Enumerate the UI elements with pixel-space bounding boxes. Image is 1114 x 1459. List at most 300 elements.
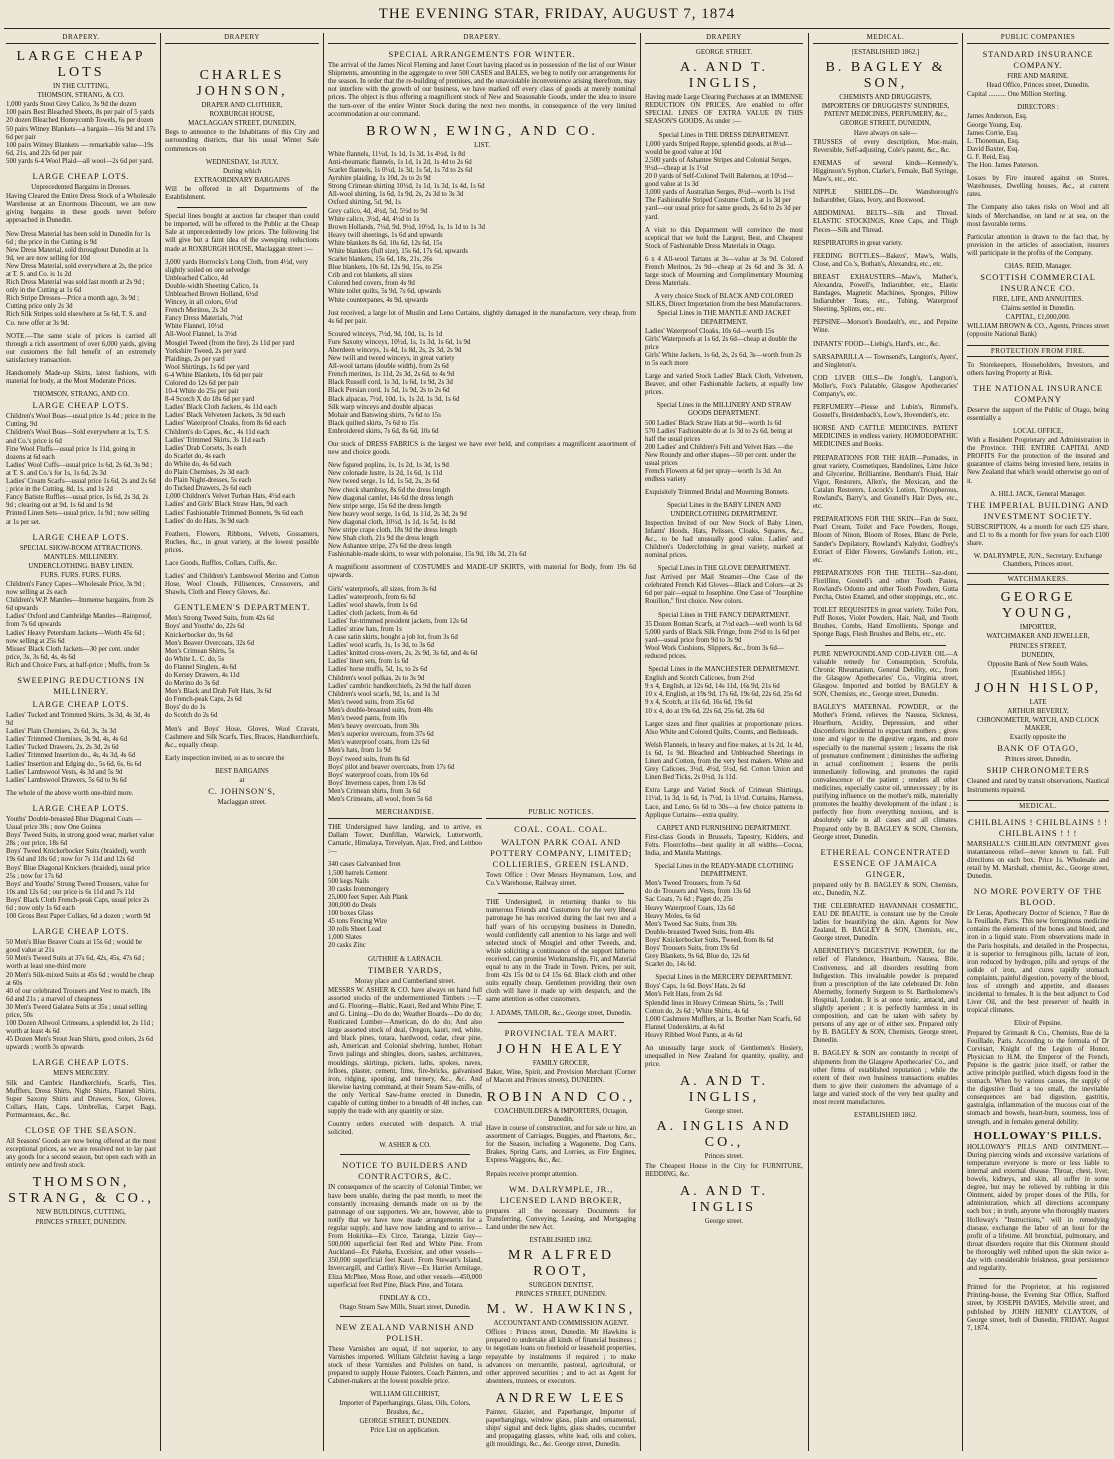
ad-subline: Maclaggan street. [217,799,267,807]
ad-subline: Opposite Bank of New South Wales. [987,660,1089,668]
ad-subline: PRINCES STREET, DUNEDIN. [515,1291,607,1299]
price-line: Men's hats, from 1s 9d [328,747,391,755]
ad-body-text: 6 x 4 All-wool Tartans at 3s—value at 3s 9d. Colored French Merinos, 2s 9d—cheap at 2s 6d and 3s 3d. A large stock of Mourning and Complimentary Mourning Dress Materials. [645,255,803,288]
price-list [645,880,803,969]
price-line: Ladies' Insertion and Edging do., 5s 6d, 6s, 6s 6d [6,760,142,768]
price-line: do White do, 4s 6d each [165,460,232,468]
price-line: 35 Dozen Roman Scarfs, at 7½d each—well worth 1s 6d [645,620,802,628]
price-line: New twill and tweed winceys, in great variety [328,355,455,363]
price-line: Black Russell cord, 1s 3d, 1s 6d, 1s 9d, 2s 3d [328,379,453,387]
price-line: Heavy Waterproof Coats, 12s 6d [645,904,735,912]
price-line: 9 x 4, English, at 12s 6d, 14s 11d, 16s 9d, 21s 6d [645,683,780,691]
price-line: Anti-rheumatic flannels, 1s 1d, 1s 2d, 1s 4d to 2s 6d [328,158,472,166]
public-companies-column [967,33,1109,1451]
price-line: Colored do 12s 6d per pair [165,380,239,387]
ad-subline: LOCAL OFFICE, [1013,428,1063,435]
price-line: Rich Stripe Dresses—Price a month ago, 3s 9d ; Cutting price only 2s 3d [6,295,140,311]
price-line: New heavy wool serge, 1s 6d, 1s 11d, 2s 3d, 2s 9d [328,510,467,518]
advertiser-name: THOMSON, STRANG, & CO., [8,1175,154,1207]
price-line: Ladies' cloth jackets, from 4s 6d [328,609,418,617]
price-line: 100 pairs Best Bleached Sheets, 8s per pair of 5 yards [6,109,155,117]
ad-body-text: Particular attention is drawn to the fact that, by provision in the articles of association, insurers will participate in the profits of the Company. [967,233,1109,257]
ad-subline: [Established 1856.] [1011,669,1065,677]
price-line: New figured poplins, 1s, 1s 2d, 1s 3d, 1s 9d [328,462,449,470]
advertiser-name: A. AND T. INGLIS [680,1183,768,1215]
price-line: Ladies' Trimmed Insertion do., 4s, 4s 3d, 4s 6d [6,752,136,760]
ad-body-text: To Storekeepers, Householders, Investors, and others having Property at Risk. [967,361,1109,377]
price-line: do French-peak Caps, 2s 6d [165,696,242,704]
ad-separator [340,1316,470,1317]
ad-headline: LARGE CHEAP LOTS. [32,926,130,937]
price-line: Children's Wool Boas—Sold everywhere at 1s, T. S. and Co.'s price is 6d [6,429,150,445]
price-list [6,581,156,670]
price-line: Girls' waterproofs, all sizes, from 3s 6d [328,585,437,593]
section-heading: PROTECTION FROM FIRE. [967,345,1109,357]
ad-subline: GEORGE STREET, DUNEDIN, [840,120,931,128]
price-line: Grey Blankets, 9s 6d, Blue do, 12s 6d [645,953,750,961]
price-line: Men's tweed pants, from 10s [328,715,408,723]
price-list [6,101,156,166]
price-line: Ladies' Drab Corsets, 3s each [165,444,247,452]
price-line: Ladies' Waterproof Cloaks, from 8s 6d each [165,420,286,428]
price-line: Men's heavy overcoats, from 30s [328,723,419,731]
ad-body-text: Just Arrived per Mail Steamer—One Case of the celebrated French Kid Gloves—Black and Colors—at 2s 6d per pair—equal to Josephine. One Case of "Josephine Rouillon," first choice. New colors. [645,574,803,606]
price-line: Boys' waterproof coats, from 10s 6d [328,771,428,779]
price-line: Ladies' Tucked Drawers, 2s, 2s 3d, 2s 6d [6,744,119,752]
price-line: Fure Saxony winceys, 10½d, 1s, 1s 3d, 1s 6d, 1s 9d [328,338,471,346]
ad-body-text: Lace Goods, Ruffles, Collars, Cuffs, &c. [165,559,278,567]
ad-subline: ACCOUNTANT AND COMMISSION AGENT. [493,1320,629,1328]
ad-body-text: PREPARATIONS FOR THE SKIN—Fan de Suez, Pearl Cream, Toilet and Face Powders, Rouge, Bloom of Ninon, Bloom of Roses, Blanc de Perle, Sander's Depilatory, Rowland's Kalydor, Godfrey's Extract of Elder Flowers, Gowland's Lotion, etc., etc. [813,516,958,564]
ad-subline: W. DALRYMPLE, JUN., Secretary. Exchange Chambers, Princes street. [973,553,1103,569]
price-line: Ladies' Tucked and Trimmed Skirts, 3s 3d, 4s 3d, 4s 9d [6,712,151,728]
price-line: Unbleached Calico, 4d [165,274,228,282]
price-line: Men's Beaver Overcoats, 32s 6d [165,639,255,647]
price-line: French merinos, 1s 11d, 2s 3d, 2s 6d, to 4s 9d [328,371,455,379]
price-line: Black alpacas, 7½d, 10d, 1s, 1s 2d, 1s 3d, 1s 6d [328,395,460,403]
price-list [6,712,156,785]
price-line: 2,500 yards of Ashantee Stripes and Colonial Serges, 9½d—cheap at 1s 1½d [645,156,792,172]
price-line: 1,000 Cashmere Mufflers, at 1s. Brother Nam Scarfs, 6d [645,1015,801,1023]
ad-subline: FIRE, LIFE, AND ANNUITIES. [992,296,1084,304]
ad-subline: FIRE AND MARINE. [1007,73,1069,81]
ad-headline: GENTLEMEN'S DEPARTMENT. [173,602,311,613]
price-line: Ladies' wool shawls, from 1s 6d [328,601,417,609]
advertiser-name: A. AND T. INGLIS, [680,60,768,92]
ad-body-text: Country orders executed with despatch. A trial solicited. [328,1121,482,1137]
ad-subline: COACHBUILDERS & IMPORTERS, Octagon, Dunedin, [494,1107,628,1123]
ad-subline: LIST. [474,141,490,149]
price-line: Ladies' knitted cross-overs, 2s, 2s 9d, 3s 6d, and 4s 6d [328,650,478,658]
ad-body-text: Printed for the Proprietor, at his registered Printing-house, the Evening Star Office, Stafford street, by JOSEPH DAVIES, Melville street, and published by JOHN HENRY CLAYTON, of George street, both of Dunedin, FRIDAY, August 7, 1874. [967,1284,1109,1332]
price-line: New stripe crape cloth, 18s 9d the dress length [328,526,457,534]
price-line: 9 x 4, Scotch, at 11s 6d, 16s 6d, 19s 6d [645,699,753,707]
price-line: Ladies' and Girls' Black Straw Hats, 9d each [165,501,288,509]
price-line: Men's superior overcoats, from 37s 6d [328,731,434,739]
ad-headline: SHIP CHRONOMETERS [986,765,1090,776]
ad-subline: SURGEON DENTIST, [528,1282,594,1289]
drapery-column-1 [6,33,156,1451]
price-list [328,586,636,803]
price-line: New tweed serge, 1s 1d, 1s 5d, 2s, 2s 6d [328,478,440,486]
drapery-column-4 [645,33,803,1451]
ad-body-text: PREPARATIONS FOR THE TEETH—Saz-dont, Florilline, Gosnell's and other Tooth Pastes, Rowland's Odonto and other Tooth Powders, Gutta Percha, Osteo Enamel, and other stoppings, etc., etc. [813,569,958,602]
price-line: Ladies' do do Hats, 3s 9d each [165,517,249,525]
ad-subline: FURS. FURS. FURS. FURS. [40,571,122,579]
price-line: Mosgiel Tweed (from the fire), 2s 11d per yard [165,339,295,347]
ad-headline: LARGE CHEAP LOTS. [32,531,130,542]
ad-body-text: Early inspection invited, so as to secure the [165,754,285,762]
price-line: New diagonal camlet, 14s 6d the dress length [328,494,454,502]
ad-headline: THE NATIONAL INSURANCE COMPANY [973,382,1103,404]
ad-subline: PRINCES STREET, DUNEDIN. [35,1218,127,1226]
price-line: Silk warp winceys and double alpacas [328,403,434,411]
ad-body-text: Just received, a large lot of Muslin and Leno Curtains, slightly damaged in the manufacture, very cheap, from 4s 6d per pair. [328,309,636,325]
price-line: Strong Crimean shirting 10½d, 1s 1d, 1s 3d, 1s 4d, 1s 6d [328,183,485,191]
price-line: Men's Crimean shirts, from 3s 6d [328,787,420,795]
price-line: Children's W.P. Mantles—Immense bargains, from 2s 6d upwards [6,597,154,613]
ad-body-text: prepared only by B. BAGLEY & SON, Chemists, etc., Dunedin, N.Z. [813,881,958,897]
price-line: Children's wool scarfs, 9d, 1s, and 1s 3d [328,690,440,698]
spacer [165,49,319,65]
price-line: 1,000 yards Striped Reppe, splendid goods, at 8½d—would be good value at 10d [645,140,793,156]
ad-body-text: PURE NEWFOUNDLAND COD-LIVER OIL—A valuable remedy for Consumption, Scrofula, Chronic Rheumatism, General Debility, etc., from the Glasgow Apothecaries' Co., Virginia street, Glasgow. Imported and bottled by BAGLEY & SON, Chemists, etc., George street, Dunedin. [813,650,958,698]
ad-subline: A. HILL JACK, General Manager. [990,490,1086,498]
ad-body-text: Having made Large Clearing Purchases at an IMMENSE REDUCTION ON PRICES, Are enabled to offer SPECIAL LINES OF EXTRA VALUE IN THIS SEASON'S GOODS, As under :— [645,94,803,126]
price-line: Wool Work Cushions, Slippers, &c., from 3s 6d—reduced prices. [645,644,784,660]
ad-subline: Special Lines in THE DRESS DEPARTMENT. [658,131,790,139]
ad-headline: LARGE CHEAP LOTS. [32,699,130,709]
price-line: 20 Men's Silk-mixed Suits at 45s 6d ; would be cheap at 60s [6,971,155,987]
ad-subline: IMPORTER, [1019,624,1057,632]
ad-subline: GEORGE STREET, DUNEDIN. [359,1417,451,1425]
price-line: All-Wool Flannel, 1s 3½d [165,331,237,339]
price-list [6,413,156,526]
column-heading: MERCHANDISE. [328,808,482,819]
ad-subline: IN THE CUTTING, [53,83,109,91]
price-line: 1,500 barrels Cement [328,869,388,877]
column-heading: DRAPERY [165,33,319,44]
advertiser-name: A. AND T. INGLIS, [680,1074,768,1106]
masthead-rule [4,28,1110,29]
ad-headline: SPECIAL ARRANGEMENTS FOR WINTER. [388,49,576,60]
merchandise-column [328,808,482,1453]
ad-body-text: THE CELEBRATED HAVANNAH COSMETIC, EAU DE BEAUTE, is constant use by the Creole ladies for beautifying the skin. Agents for New Zealand, B. BAGLEY & SON, Chemists, etc., George street, Dunedin. [813,902,958,943]
ad-subline: WATCHMAKER AND JEWELLER, [986,633,1090,641]
column-rule [323,33,324,1451]
price-line: Aberdeen winceys, 1s 4d, 1s 8d, 2s, 2s 3d, 2s 9d [328,347,462,354]
price-line: 500 kegs Nails [328,877,369,885]
price-line: Men's Crimeans, all wool, from 5s 6d [328,795,432,803]
price-line: Black quilted skirts, 7s 6d to 15s [328,419,419,427]
ad-body-text: ABERNETHY'S DIGESTIVE POWDER, for the relief of Flatulence, Heartburn, Nausea, Bile, Costiveness, and all disorders resulting from Indigestion. This invaluable powder is prepared from a prescription of the late celebrated Dr. John Abernethy, formerly Surgeon to St. Bartholomew's Hospital, London. It is at once tonic, antacid, and slightly aperient ; it is perfectly harmless in its composition, and can be taken with safety by persons of any age or of either sex. Prepared only by B. BAGLEY & SON, Chemists, George street, Dunedin. [813,948,958,1045]
ad-subline: Special Lines in the BABY LINEN AND UNDERCLOTHING DEPARTMENT. [667,502,781,518]
price-list [645,621,803,661]
price-line: Children's do Capes, &c., 4s 11d each [165,428,270,436]
price-line: Boys' and Youths' Strong Tweed Trousers, value for 10s and 12s 6d ; our price is 6s 11d and 7s 11d [6,880,149,896]
price-line: Ladies' cambric handkerchiefs, 2s 9d the half dozen [328,682,471,690]
price-line: 500 yards 6-4 Wool Plaid—all wool—2s 6d per yard. [6,157,154,165]
ad-body-text: HORSE AND CATTLE MEDICINES. PATENT MEDICINES in endless variety. HOMOEOPATHIC MEDICINES and Books. [813,425,958,449]
price-line: Boys' Tweed Suits, in strong good wear, market value 28s ; our price, 18s 6d [6,832,155,848]
price-line: Colored bed covers, from 4s 9d [328,280,415,288]
column-heading: MEDICAL. [813,33,958,44]
price-line: L. Thoneman, Esq. [967,137,1020,145]
advertiser-name: ANDREW LEES [495,1390,627,1406]
ad-subline: Otago Steam Saw Mills, Stuart street, Dunedin. [339,1303,471,1311]
ad-body-text: Welsh Flannels, in heavy and fine makes, at 1s 2d, 1s 4d, 1s 6d, 1s 9d. Bleached and Unbleached Sheetings in Linen and Cotton, from the very best makers. White and Grey Calicoes, 3½d, 4½d, 5½d, 6d. Cotton Union and Linen Bed Ticks, 2s 0½d, 1s 11d. [645,741,803,782]
ad-subline: GUTHRIE & LARNACH. [367,955,443,963]
price-line: All-wool tartans (double width), from 2s 6d [328,363,449,371]
ad-headline: SWEEPING REDUCTIONS IN MILLINERY. [17,675,145,696]
ad-body-text: Silk and Cambric Handkerchiefs, Scarfs, Ties, Mufflers, Dress Shirts, Night Shirts, Flannel Shirts, Super Saxony Shirts and Drawers, Sox, Gloves, Collars, Hats, Caps, Umbrellas, Carpet Bags, Portmanteaus, &c., &c. [6,1079,156,1119]
ad-subline: Special Lines in THE GLOVE DEPARTMENT. [657,565,791,573]
price-line: 1,000 Children's Velvet Turban Hats, 4½d each [165,493,295,501]
price-line: White blankets (full size), 15s 6d, 17s 6d, upwards [328,247,468,255]
advertiser-name: A. INGLIS AND CO., [656,1119,792,1151]
price-line: All-wool shirting, 1s 6d, 1s 9d, 2s, 2s 3d to 3s 3d [328,191,464,199]
ad-body-text: Exquisitely Trimmed Bridal and Mourning Bonnets. [645,489,790,497]
price-line: Girls' White Jackets, 1s 6d, 2s, 2s 6d, 3s—worth from 2s to 5s each more [645,351,802,367]
price-list [165,615,319,720]
price-line: Ladies' Heavy Petersham Jackets—Worth 45s 6d ; now selling at 25s 6d [6,629,145,645]
price-line: Men's Tweed Trousers, from 7s 6d [645,880,741,888]
price-line: 40 of our celebrated Trousers and Vest to match, 18s 6d and 21s ; a marvel of cheapness [6,987,151,1003]
ad-body-text: PEPSINE—Morson's Boudault's, etc., and Pepsine Wine. [813,319,958,335]
price-line: do Kersey Drawers, 4s 11d [165,672,240,679]
price-list [645,420,803,485]
price-line: Flannel Underskirts, at 4s 6d [645,1023,725,1031]
price-line: Plaidings, 2s per yard [165,355,225,363]
price-line: Grey calico, 4d, 4½d, 5d, 5½d to 9d [328,207,428,215]
price-line: Brown Hollands, 7½d, 9d, 9½d, 10½d, 1s, 1s 1d to 1s 3d [328,223,485,231]
ad-subline: MANTLES. MILLINERY. [43,553,119,561]
ad-body-text: A visit to this Department will convince the most sceptical that we hold the Largest, Best, and Cheapest Stock of Fashionable Dress Materials in Otago. [645,226,803,250]
ad-headline: TIMBER YARDS, [367,964,443,975]
price-line: Men's waterproof coats, from 12s 6d [328,739,430,747]
ad-headline: BANK OF OTAGO, [997,743,1079,754]
ad-subline: SPECIAL SHOW-ROOM ATTRACTIONS. [19,544,143,552]
ad-body-text: These Varnishes are equal, if not superior, to any Varnishes imported. William Gilchrist having a large stock of these Varnishes and Polishes on hand, is prepared to supply House Painters, Coach Painters, and Cabinet-makers at the lowest possible price. [328,1345,482,1386]
ad-subline: CHAS. REID, Manager. [1004,262,1072,270]
price-line: Men's double-breasted suits, from 48s [328,706,433,714]
price-list [328,151,636,305]
price-line: Ladies' Cream Scarfs—usual price 1s 6d, 2s and 2s 6d ; price in the Cutting, 8d, 1s, and 1s 2d [6,478,156,494]
ad-headline: WALTON PARK COAL AND POTTERY COMPANY, LIMITED; COLLIERIES, GREEN ISLAND. [490,837,632,870]
ad-subline: Exactly opposite the [1009,734,1067,742]
price-line: Printed Linen Sets—usual price, 1s 9d ; now selling at 1s per set. [6,510,150,526]
drapery-column-3 [328,33,636,803]
price-line: do Plain Night-dresses, 5s each [165,477,252,485]
ad-body-text: Town Office : Over Messrs Heymanson, Low, and Co.'s Warehouse, Railway street. [486,872,636,888]
advertiser-name: M. W. HAWKINS, [486,1302,636,1318]
ad-body-text: ABDOMINAL BELTS—Silk and Thread. ELASTIC STOCKINGS, Knee Caps, and Thigh Pieces—Silk and Thread. [813,210,958,234]
ad-subline: CHEMISTS AND DRUGGISTS, [839,94,932,102]
price-line: White Flannel, 10½d [165,323,224,331]
price-line: Oxford shirting, 5d, 9d, 1s [328,199,401,207]
ad-body-text: COD LIVER OILS—De Jongh's, Langton's, Moller's, Fox's Palatable, Glasgow Apothecaries' Company's, etc. [813,374,958,398]
ad-body-text: Deserve the support of the Public of Otago, being essentially a [967,406,1109,422]
ad-subline: CAPITAL, £1,000,000. [1005,314,1071,322]
price-line: Double-breasted Tweed Suits, from 40s [645,928,755,936]
ad-subline: W. ASHER & CO. [379,1142,431,1150]
ad-body-text: An unusually large stock of Gentlemen's Hosiery, unequalled in New Zealand for quantity, quality, and price. [645,1045,803,1069]
ad-headline: HOLLOWAY'S PILLS. [973,1129,1103,1142]
ad-headline: ETHEREAL CONCENTRATED ESSENCE OF JAMAICA GINGER, [820,846,951,879]
ad-body-text: Painter, Glazier, and Paperhanger, Importer of paperhangings, window glass, plain and ornamental, ships' signal and deck lights, glass shades, cucumber and propagating glasses, white lead, oils and colors, gilt mouldings, &c., &c. George street, Dunedin. [486,1408,636,1449]
price-line: Ladies' horse muffs, 5d, 1s, to 2s 6d [328,666,428,674]
ad-body-text: Offices : Princes street, Dunedin. Mr Hawkins is prepared to undertake all kinds of financial business ; to negotiate loans on freehold or leasehold properties, repayable by instalments if required ; to make advances on mercantile, pastoral, agricultural, or other approved securities ; and to act as Agent for absentees, trustees, or executors. [486,1329,636,1385]
price-line: The Hon. James Paterson. [967,162,1039,170]
ad-body-text: TOILET REQUISITES in great variety. Toilet Pots, Puff Boxes, Violet Powders, Hair, Nail, and Tooth Brushes, Combs, Hand Emollients, Sponge and Sponge Bags, Flesh Brushes and Belts, etc., etc. [813,607,958,639]
price-line: Youths' Double-breasted Blue Diagonal Coats —Usual price 30s ; now One Guinea [6,815,142,832]
price-list [645,675,803,715]
ad-subline: Special Lines in THE FANCY DEPARTMENT. [658,611,790,619]
price-line: Children's Wool Boas—usual price 1s 4d ; price in the Cutting, 9d [6,413,156,429]
price-line: Ladies' wool scarfs, 1s, 1s 3d, to 3s 6d [328,642,434,650]
ad-body-text: Will be offered in all Departments of the Establishment. [165,185,319,202]
ad-body-text: Larger sizes and finer qualities at proportionate prices. Also White and Colored Quilts, Counts, and Bedsteads. [645,720,803,736]
ad-subline: MACLAGGAN STREET, DUNEDIN, [188,120,296,128]
price-line: 50 pairs Witney Blankets—a bargain—16s 9d and 17s 6d per pair [6,125,156,141]
ad-body-text: RESPIRATORS in great variety. [813,239,903,247]
ad-subline: Princes street, Dunedin, [1005,756,1071,764]
advertiser-name: GEORGE YOUNG, [1000,590,1076,622]
ad-body-text: HOLLOWAY'S PILLS AND OINTMENT.—During piercing winds and excessive variations of temperature everyone is more or less liable to internal and external disease. Throat, chest, liver, bowels, kidneys, and skin, all suffer in some degree, but may be relieved by rubbing in this Ointment, aided by proper doses of the Pills, for administration, which all directions accompany each box ; in truth, anyone who thoroughly masters Holloway's "Instructions," will in remedying disease, exchange the labor of an hour for the profit of a lifetime. All bronchial, pulmonary, and throat disorders require that this Ointment should be thoroughly well rubbed upon the skin twice a-day with considerable briskness, great persistence and regularity. [967,1143,1109,1273]
column-heading: DRAPERY. [328,33,636,44]
price-line: 20 0 yards of Self-Colored Twill Balernos, at 10½d—good value at 1s 3d [645,173,794,189]
ad-subline: Have always on sale— [853,129,918,137]
ad-body-text: MESSRS W. ASHER & CO. have always on hand full assorted stocks of the undermentioned Timbers :—T. and G. Flooring—Baltic, Kauri, Red and White Pine; T. and G. Lining—Do do do; Weather Boards—Do do do; Rusticated Lumber—American, do do do; And also large assorted stock of deal, Oregon, kauri, red, white, and black pines, totara, hardwood, cedar, clear pine, ash, American and Colonial shelving, lumber, Hobart Town palings and shingles, doors, sashes, architraves, mouldings, skirtings, pickets, laths, spokes, naves, felloes, plaster, cement, lime, fire-bricks, galvanised iron, ridging, spouting, and turnery, &c., &c. And likewise having command, at their Steam Saw-mills, of the only Vertical Saw-frame erected in Dunedin, capable of cutting timber to a breadth of 48 inches, can supply the trade with any quantity or size. [328,986,482,1116]
price-line: Rich Silk Stripes sold elsewhere at 5s 6d, T. S. and Co. now offer at 3s 9d. [6,311,147,327]
ad-headline: CHILBLAINS ! CHILBLAINS ! ! CHILBLAINS ! ! ! [968,816,1108,838]
ad-separator [498,893,624,894]
column-heading: PUBLIC NOTICES. [486,808,636,819]
price-line: do Scotch do 2s 6d [165,712,218,720]
price-line: 6-4 White Blankets, 10s 6d per pair [165,371,264,379]
price-line: Ladies' Lambswool Vests, 4s 3d and 5s 9d [6,768,123,776]
price-line: Boys' pilot and beaver overcoats, from 17s 6d [328,763,455,771]
price-line: G. F. Reid, Esq. [967,153,1011,161]
price-list [328,331,636,436]
price-line: Unbleached Brown Holland, 6½d [165,290,258,298]
column-rule [808,33,809,1451]
price-line: Ladies' Trimmed Skirts, 3s 11d each [165,436,266,444]
price-line: 3,000 yards of Australian Serges, 8½d—worth 1s 1½d [645,189,795,197]
price-line: Rich and Choice Furs, at half-price ; Muffs, from 5s [6,661,150,669]
ad-subline: GEORGE STREET. [695,49,753,57]
price-line: Heavy twill sheetings, 1s 6d and upwards [328,231,443,239]
price-line: Boys' Inverness capes, from 13s 6d [328,779,426,787]
ad-headline: NOTICE TO BUILDERS AND CONTRACTORS, &C. [342,1160,468,1182]
ad-headline: LARGE CHEAP LOTS. [32,802,130,813]
ad-separator [177,207,307,208]
advertiser-name: ROBIN AND CO., [486,1089,636,1105]
price-line: 30 rolls Sheet Lead [328,926,382,934]
ad-subline: Special Lines in the MILLINERY AND STRAW GOODS DEPARTMENT. [656,402,792,418]
price-line: The Fashionable Striped Costume Cloth, at 1s 3d per yard—our usual price for same goods, 2s 6d to 2s 3d per yard. [645,197,802,221]
ad-body-text: Ladies' and Children's Lambswool Merino and Cotton Hose, Wool Clouds, Fillisences, Crossovers, and Shawls, Cloth and Fleecy Gloves, &c. [165,573,319,597]
price-line: James Corrie, Esq. [967,129,1019,137]
medical-column [813,33,958,1451]
price-line: Children's Fancy Capes—Wholesale Price, 3s 9d ; now selling at 2s each [6,580,145,597]
price-line: 100 boxes Glass [328,910,374,918]
ad-body-text: WILLIAM BROWN & CO., Agents, Princes street (opposite National Bank) [967,323,1109,339]
price-line: Ladies' waterproofs, from 6s 6d [328,593,416,601]
ad-subline: THOMSON, STRANG, AND CO. [32,391,130,399]
price-line: 8-4 Scotch X do 18s 6d per yard [165,396,255,404]
price-line: George Young, Esq. [967,121,1023,129]
ad-subline: ROXBURGH HOUSE, [209,111,275,119]
price-line: Boys' tweed suits, from 8s 6d [328,755,410,763]
price-line: Ladies' Black Velveteen Jackets, 3s 9d each [165,412,286,420]
price-line: Wool Shirtings, 1s 6d per yard [165,363,250,371]
ad-body-text: Prepared by Grimault & Co., Chemists, Rue de la Feuillade, Paris. According to the formula of Dr Corvisart, Knight of the Legion of Honor, Physician to H.M. the Emperor of the French, Pepsine is the gastric juice itself, or rather the active principle purified, which digests food in the stomach. When by various causes, the supply of the digestive fluid a too small, the inevitable consequences are bad digestion, gastritis, gastralgia, inflammation of the mucous coat of the stomach and bowels, heart-burn, sourness, loss of strength, and in females general debility. [967,1029,1109,1126]
ad-separator [340,1154,470,1155]
price-line: Double-width Sheeting Calico, 1s [165,282,259,290]
price-list [328,861,482,950]
price-line: Wincey, in all colors, 6½d [165,299,238,307]
price-line: French Merinos, 2s 3d [165,307,228,315]
price-line: Heavy Ribbed Wool Pants, at 4s 6d [645,1031,743,1039]
ad-headline: LARGE CHEAP LOTS. [32,400,130,411]
ad-subline: LATE [1029,698,1047,706]
section-heading: MEDICAL. [967,800,1109,812]
ad-subline: WEDNESDAY, 1st JULY, [205,158,279,166]
ad-headline: SCOTTISH COMMERCIAL INSURANCE CO. [980,272,1096,294]
ad-body-text: Dr Leras, Apothecary Doctor of Science, 7 Rue de la Feuillade, Paris. This new ferruginous medicine contains the elements of the bones and blood, and iron in a liquid state. From observations made in the Paris hospitals, and detailed in the Prospectus, it is superior to ferruginous pills, lactate of iron, iron reduced by hydrogen, pills and syrups of the iodide of iron, and cures rapidly stomach complaints, painful digestion, poverty of the blood, loss of strength and appetite, and diseases incidental to females. It is the best adjunct to Cod Liver Oil, and the best preserver of health in tropical climates. [967,910,1109,1015]
price-line: White calico, 3½d, 4d, 4½d to 1s [328,215,420,223]
price-list [6,816,156,921]
column-rule [640,33,641,1451]
price-line: Ladies' Oxford and Cambridge Mantles—Rainproof, from 7s 6d upwards [6,613,152,629]
ad-body-text: The Company also takes risks on Wool and all kinds of Merchandise, on land or at sea, on the most favorable terms. [967,204,1109,228]
column-rule [160,33,161,1451]
price-line: Blue blankets, 10s 6d, 12s 9d, 15s, to 25s [328,264,443,272]
price-line: James Anderson, Esq. [967,113,1028,121]
price-list [645,328,803,368]
ad-separator [825,645,946,646]
price-line: Men's Tweed Sac Suits, from 30s [645,920,737,928]
ad-subline: J. ADAMS, TAILOR, &c., George street, Dunedin. [490,1009,632,1017]
ad-subline: Special Lines in THE MANTLE AND JACKET DEPARTMENT. [657,310,791,326]
ad-headline: THE IMPERIAL BUILDING AND INVESTMENT SOCIETY. [967,499,1109,521]
price-line: White flannels, 11½d, 1s 1d, 1s 3d, 1s 4½d, 1s 8d [328,150,465,158]
ad-subline: Unprecedented Bargains in Dresses. [31,184,131,192]
ad-body-text: Men's and Boys' Hose, Gloves, Wool Cravats, Cashmere and Silk Scarfs, Ties, Braces, Handkerchiefs, &c., equally cheap. [165,725,319,749]
price-line: Ladies' fur-trimmed president jackets, from 12s 6d [328,617,468,625]
masthead: THE EVENING STAR, FRIDAY, AUGUST 7, 1874 [378,6,736,22]
price-line: White toilet quilts, 5s 9d, 7s 6d, upwards [328,288,441,296]
ad-body-text: Losses by Fire insured against on Stores, Warehouses, Dwelling houses, &c., at current rates. [967,175,1109,199]
price-list [967,113,1109,170]
price-line: 100 pairs Witney Blankets — remarkable value—19s 6d, 21s, and 22s 6d per pair [6,141,154,157]
price-line: 3,000 yards Horrocks's Long Cloth, from 4½d, very slightly soiled on one selvedge [165,258,309,274]
price-line: Ladies' Lambswool Drawers, 5s 6d to 9s 6d [6,776,127,784]
price-line: 50 Men's Blue Beaver Coats at 15s 6d ; would be good value at 21s [6,939,142,955]
price-line: Boys' Black Cloth French-peak Caps, usual price 2s 6d ; now only 1s 6d each [6,896,150,912]
price-line: 500 Ladies' Black Straw Hats at 9d—worth 1s 6d [645,419,782,427]
price-line: Boys' do do 1s [165,704,206,712]
price-line: White blankets 8s 6d, 10s 6d, 12s 6d, 15s [328,239,443,247]
price-line: White counterpanes, 4s 9d, upwards [328,296,428,304]
price-line: Fashionable-made skirts, to wear with polonaise, 15s 9d, 18s 3d, 21s 6d [328,551,527,559]
ad-subline: Special Lines in the MERCERY DEPARTMENT. [655,974,793,982]
price-line: 100 Dozen Allwool Crimeans, a splendid lot, 2s 11d ; worth at least 4s 6d [6,1020,154,1036]
price-line: English and Scotch Calicoes, from 2½d [645,675,755,683]
ad-body-text: First-class Goods in Brussels, Tapestry, Kidders, and Felts. Floorcloths—best quality in all widths—Cocoa, India, and Manila Mattings. [645,833,803,857]
ad-subline: at [239,777,245,785]
